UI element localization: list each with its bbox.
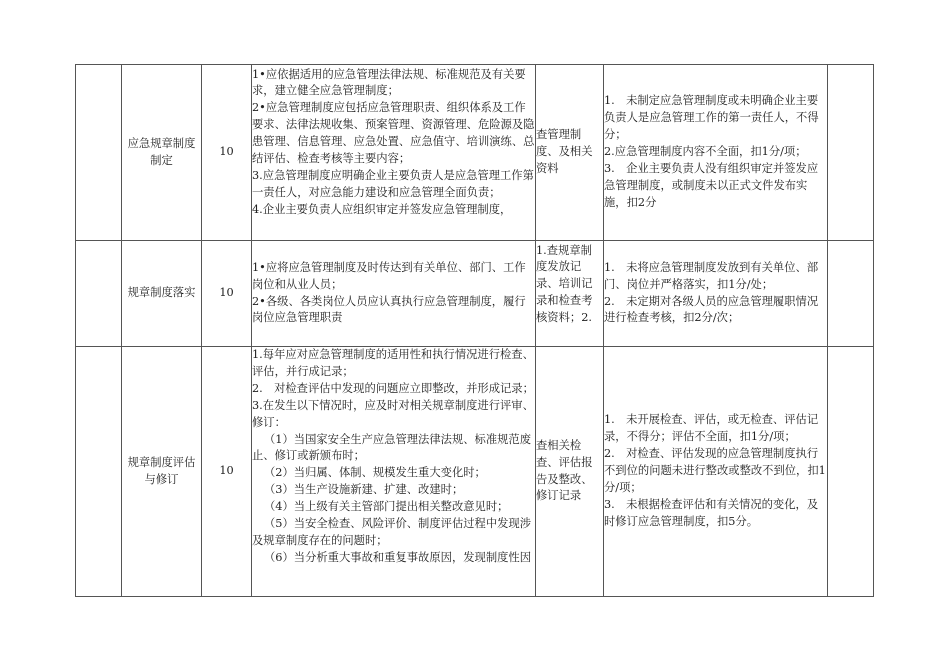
criteria-cell <box>604 347 828 597</box>
table-row <box>76 241 874 347</box>
requirement-line: （1）当国家安全生产应急管理法律法规、标准规范废止、修订或新颁布时； <box>252 432 532 463</box>
table-row <box>76 65 874 241</box>
criteria-line: 3. 企业主要负责人没有组织审定并签发应急管理制度，或制度未以正式文件发布实施，扣2分 <box>604 161 819 209</box>
blank-cell <box>76 347 122 597</box>
check-method: 1.查规章制度发放记录、培训记录和检查考核资料；2. <box>536 243 593 325</box>
method-cell <box>536 347 604 597</box>
score-value: 10 <box>219 464 234 478</box>
score-cell <box>202 65 252 241</box>
check-method: 查管理制度、及相关资料 <box>536 128 593 175</box>
check-method: 查相关检查、评估报告及整改、修订记录 <box>536 438 593 503</box>
requirement-line: 2•应急管理制度应包括应急管理职责、组织体系及工作要求、法律法规收集、预案管理、资源管理、危险源及隐患管理、信息管理、应急处置、应急值守、培训演练、总结评估、检查考核等主要内容； <box>252 101 535 166</box>
requirement-line: （4）当上级有关主管部门提出相关整改意见时； <box>264 500 509 514</box>
item-name: 规章制度落实 <box>127 286 196 300</box>
criteria-cell <box>604 241 828 347</box>
criteria-line: 2. 对检查、评估发现的应急管理制度执行不到位的问题未进行整改或整改不到位，扣1分/项； <box>604 447 826 494</box>
requirement-line: 4.企业主要负责人应组织审定并签发应急管理制度， <box>252 202 512 216</box>
requirement-line: 1•应依据适用的应急管理法律法规、标准规范及有关要求，建立健全应急管理制度； <box>252 67 526 98</box>
criteria-line: 3. 未根据检查评估和有关情况的变化，及时修订应急管理制度，扣5分。 <box>604 497 819 528</box>
criteria-cell <box>604 65 828 241</box>
assessment-table <box>75 64 874 597</box>
item-name: 应急规章制度制定 <box>127 136 196 167</box>
blank-cell <box>828 65 874 241</box>
table-row <box>76 347 874 597</box>
requirement-line: （6）当分析重大事故和重复事故原因，发现制度性因 <box>264 550 532 564</box>
item-name-cell <box>122 65 202 241</box>
blank-cell <box>76 65 122 241</box>
criteria-line: 2.应急管理制度内容不全面，扣1分/项； <box>604 145 807 159</box>
blank-cell <box>76 241 122 347</box>
criteria-line: 1. 未制定应急管理制度或未明确企业主要负责人是应急管理工作的第一责任人，不得分； <box>604 94 819 142</box>
requirement-line: （2）当归属、体制、规模发生重大变化时； <box>264 466 486 480</box>
method-cell <box>536 65 604 241</box>
criteria-line: 2. 未定期对各级人员的应急管理履职情况进行检查考核，扣2分/次； <box>604 294 819 325</box>
requirement-line: 2. 对检查评估中发现的问题应立即整改，并形成记录； <box>252 381 534 395</box>
score-value: 10 <box>219 145 234 159</box>
item-name-cell <box>122 347 202 597</box>
requirement-line: （5）当安全检查、风险评价、制度评估过程中发现涉及规章制度存在的问题时； <box>252 517 532 547</box>
requirement-line: （3）当生产设施新建、扩建、改建时； <box>264 483 464 497</box>
score-cell <box>202 347 252 597</box>
requirement-line: 3.在发生以下情况时，应及时对相关规章制度进行评审、修订： <box>252 398 534 429</box>
requirement-line: 2•各级、各类岗位人员应认真执行应急管理制度，履行岗位应急管理职责 <box>252 294 526 325</box>
criteria-line: 1. 未将应急管理制度发放到有关单位、部门、岗位并严格落实，扣1分/处； <box>604 260 819 291</box>
requirements-cell <box>252 241 536 347</box>
blank-cell <box>828 241 874 347</box>
item-name-cell <box>122 241 202 347</box>
requirements-cell <box>252 347 536 597</box>
item-name: 规章制度评估与修订 <box>127 455 196 486</box>
score-cell <box>202 241 252 347</box>
requirement-line: 1.每年应对应急管理制度的适用性和执行情况进行检查、评估，并行成记录； <box>252 348 534 378</box>
criteria-line: 1. 未开展检查、评估，或无检查、评估记录，不得分；评估不全面，扣1分/项； <box>604 413 819 444</box>
requirement-line: 1•应将应急管理制度及时传达到有关单位、部门、工作岗位和从业人员； <box>252 260 526 291</box>
score-value: 10 <box>219 286 234 300</box>
requirement-line: 3.应急管理制度应明确企业主要负责人是应急管理工作第一责任人，对应急能力建设和应急管理全面负责； <box>252 168 534 199</box>
method-cell <box>536 241 604 347</box>
blank-cell <box>828 347 874 597</box>
requirements-cell <box>252 65 536 241</box>
